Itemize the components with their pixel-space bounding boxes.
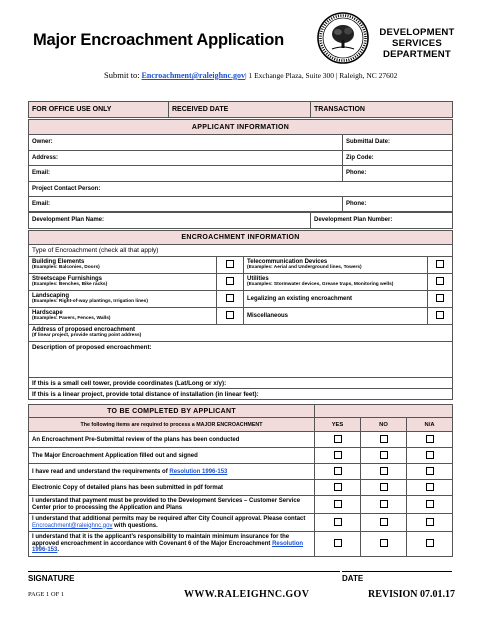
telecommunication-checkbox[interactable] xyxy=(436,260,444,268)
resolution-yes-checkbox[interactable] xyxy=(334,467,342,475)
email-field[interactable]: Email: xyxy=(29,166,343,182)
resolution-no-checkbox[interactable] xyxy=(380,467,388,475)
landscaping-checkbox[interactable] xyxy=(226,294,234,302)
building-elements-checkbox[interactable] xyxy=(226,260,234,268)
department-line-2: SERVICES xyxy=(392,38,442,49)
encroachment-heading: ENCROACHMENT INFORMATION xyxy=(29,231,453,245)
cell-tower-coordinates-field[interactable]: If this is a small cell tower, provide coordinates (Lat/Long or x/y): xyxy=(29,378,453,389)
type-label: Type of Encroachment (check all that apply) xyxy=(29,245,453,257)
department-name xyxy=(374,27,460,60)
type-miscellaneous: Miscellaneous xyxy=(244,308,428,325)
insurance-resolution-link[interactable]: Resolution 1996-153 xyxy=(32,540,304,554)
payment-no-checkbox[interactable] xyxy=(380,500,388,508)
payment-na-checkbox[interactable] xyxy=(426,500,434,508)
streetscape-checkbox[interactable] xyxy=(226,277,234,285)
utilities-checkbox[interactable] xyxy=(436,277,444,285)
checklist-heading: TO BE COMPLETED BY APPLICANT xyxy=(29,405,315,418)
checklist-item-resolution: I have read and understand the requirements of Resolution 1996-153 xyxy=(29,464,315,480)
permits-no-checkbox[interactable] xyxy=(380,518,388,526)
submit-line xyxy=(104,70,397,80)
page-number: PAGE 1 OF 1 xyxy=(28,591,65,598)
website-label: WWW.RALEIGHNC.GOV xyxy=(184,589,310,600)
application-signed-yes-checkbox[interactable] xyxy=(334,451,342,459)
checklist-item-application-signed: The Major Encroachment Application filled out and signed xyxy=(29,448,315,464)
type-utilities: Utilities (Examples: Stormwater devices, Grease traps, Monitoring wells) xyxy=(244,274,428,291)
checklist-item-pre-submittal: An Encroachment Pre-Submittal review of the plans has been conducted xyxy=(29,432,315,448)
submit-email-link[interactable]: Encroachment@raleighnc.gov xyxy=(141,71,246,80)
description-field[interactable]: Description of proposed encroachment: xyxy=(29,342,453,378)
contact-phone-field[interactable]: Phone: xyxy=(343,197,453,213)
department-line-1: DEVELOPMENT xyxy=(379,27,455,38)
contact-person-field[interactable]: Project Contact Person: xyxy=(29,181,453,197)
department-line-3: DEPARTMENT xyxy=(383,49,451,60)
submittal-date-field[interactable]: Submittal Date: xyxy=(343,135,453,151)
checklist-item-electronic-copy: Electronic Copy of detailed plans has been submitted in pdf format xyxy=(29,480,315,496)
office-use-label: FOR OFFICE USE ONLY xyxy=(29,102,169,118)
insurance-yes-checkbox[interactable] xyxy=(334,539,342,547)
insurance-na-checkbox[interactable] xyxy=(426,539,434,547)
resolution-link[interactable]: Resolution 1996-153 xyxy=(169,468,228,475)
page-title: Major Encroachment Application xyxy=(33,31,285,49)
city-seal-logo xyxy=(317,12,369,64)
pre-submittal-no-checkbox[interactable] xyxy=(380,435,388,443)
linear-distance-field[interactable]: If this is a linear project, provide total distance of installation (in linear feet): xyxy=(29,389,453,400)
date-label: DATE xyxy=(342,574,364,583)
electronic-copy-no-checkbox[interactable] xyxy=(380,483,388,491)
checklist-subheading: The following items are required to process a MAJOR ENCROACHMENT xyxy=(29,418,315,432)
type-hardscape: Hardscape (Examples: Pavers, Fences, Walls) xyxy=(29,308,217,325)
revision-label: REVISION 07.01.17 xyxy=(368,589,455,600)
encroachment-table xyxy=(28,230,453,400)
permits-na-checkbox[interactable] xyxy=(426,518,434,526)
applicant-heading: APPLICANT INFORMATION xyxy=(29,120,453,135)
application-signed-no-checkbox[interactable] xyxy=(380,451,388,459)
permits-yes-checkbox[interactable] xyxy=(334,518,342,526)
type-building-elements: Building Elements (Examples: Balconies, Doors) xyxy=(29,257,217,274)
na-column-header: N/A xyxy=(407,418,453,432)
resolution-na-checkbox[interactable] xyxy=(426,467,434,475)
application-signed-na-checkbox[interactable] xyxy=(426,451,434,459)
type-landscaping: Landscaping (Examples: Right-of-way plantings, Irrigation lines) xyxy=(29,291,217,308)
signature-line[interactable] xyxy=(28,571,340,572)
received-date-field[interactable]: RECEIVED DATE xyxy=(169,102,311,118)
owner-field[interactable]: Owner: xyxy=(29,135,343,151)
electronic-copy-yes-checkbox[interactable] xyxy=(334,483,342,491)
applicant-table xyxy=(28,119,453,213)
checklist-item-insurance: I understand that it is the applicant’s responsibility to maintain minimum insurance for the approved encroachment in accordance with Covenant 6 of the Major Encroachment Resolution 1996-153. xyxy=(29,532,315,557)
checklist-item-permits: I understand that additional permits may be required after City Council approval. Please contact Encroachment@raleighnc.gov with questions. xyxy=(29,514,315,532)
encroachment-email-link[interactable]: Encroachment@raleighnc.gov xyxy=(32,522,113,529)
phone-field[interactable]: Phone: xyxy=(343,166,453,182)
address-field[interactable]: Address: xyxy=(29,150,343,166)
miscellaneous-checkbox[interactable] xyxy=(436,311,444,319)
encroachment-address-field[interactable]: Address of proposed encroachment (If linear project, provide starting point address) xyxy=(29,325,453,342)
type-streetscape: Streetscape Furnishings (Examples: Benches, Bike racks) xyxy=(29,274,217,291)
legalizing-checkbox[interactable] xyxy=(436,294,444,302)
signature-label: SIGNATURE xyxy=(28,574,75,583)
no-column-header: NO xyxy=(361,418,407,432)
hardscape-checkbox[interactable] xyxy=(226,311,234,319)
plan-table xyxy=(28,211,453,229)
pre-submittal-yes-checkbox[interactable] xyxy=(334,435,342,443)
yes-column-header: YES xyxy=(315,418,361,432)
type-telecommunication: Telecommunication Devices (Examples: Aerial and Underground lines, Towers) xyxy=(244,257,428,274)
zip-code-field[interactable]: Zip Code: xyxy=(343,150,453,166)
office-use-table xyxy=(28,101,453,118)
plan-number-field[interactable]: Development Plan Number: xyxy=(311,212,453,229)
contact-email-field[interactable]: Email: xyxy=(29,197,343,213)
electronic-copy-na-checkbox[interactable] xyxy=(426,483,434,491)
submit-address: | 1 Exchange Plaza, Suite 300 | Raleigh, NC 27602 xyxy=(245,71,398,80)
checklist-table xyxy=(28,404,453,557)
plan-name-field[interactable]: Development Plan Name: xyxy=(29,212,311,229)
type-legalizing: Legalizing an existing encroachment xyxy=(244,291,428,308)
payment-yes-checkbox[interactable] xyxy=(334,500,342,508)
transaction-field[interactable]: TRANSACTION xyxy=(311,102,453,118)
date-line[interactable] xyxy=(342,571,452,572)
checklist-item-payment: I understand that payment must be provided to the Development Services – Customer Service Center prior to processing the Application and Plans xyxy=(29,496,315,514)
pre-submittal-na-checkbox[interactable] xyxy=(426,435,434,443)
submit-label: Submit to: xyxy=(104,70,140,80)
insurance-no-checkbox[interactable] xyxy=(380,539,388,547)
